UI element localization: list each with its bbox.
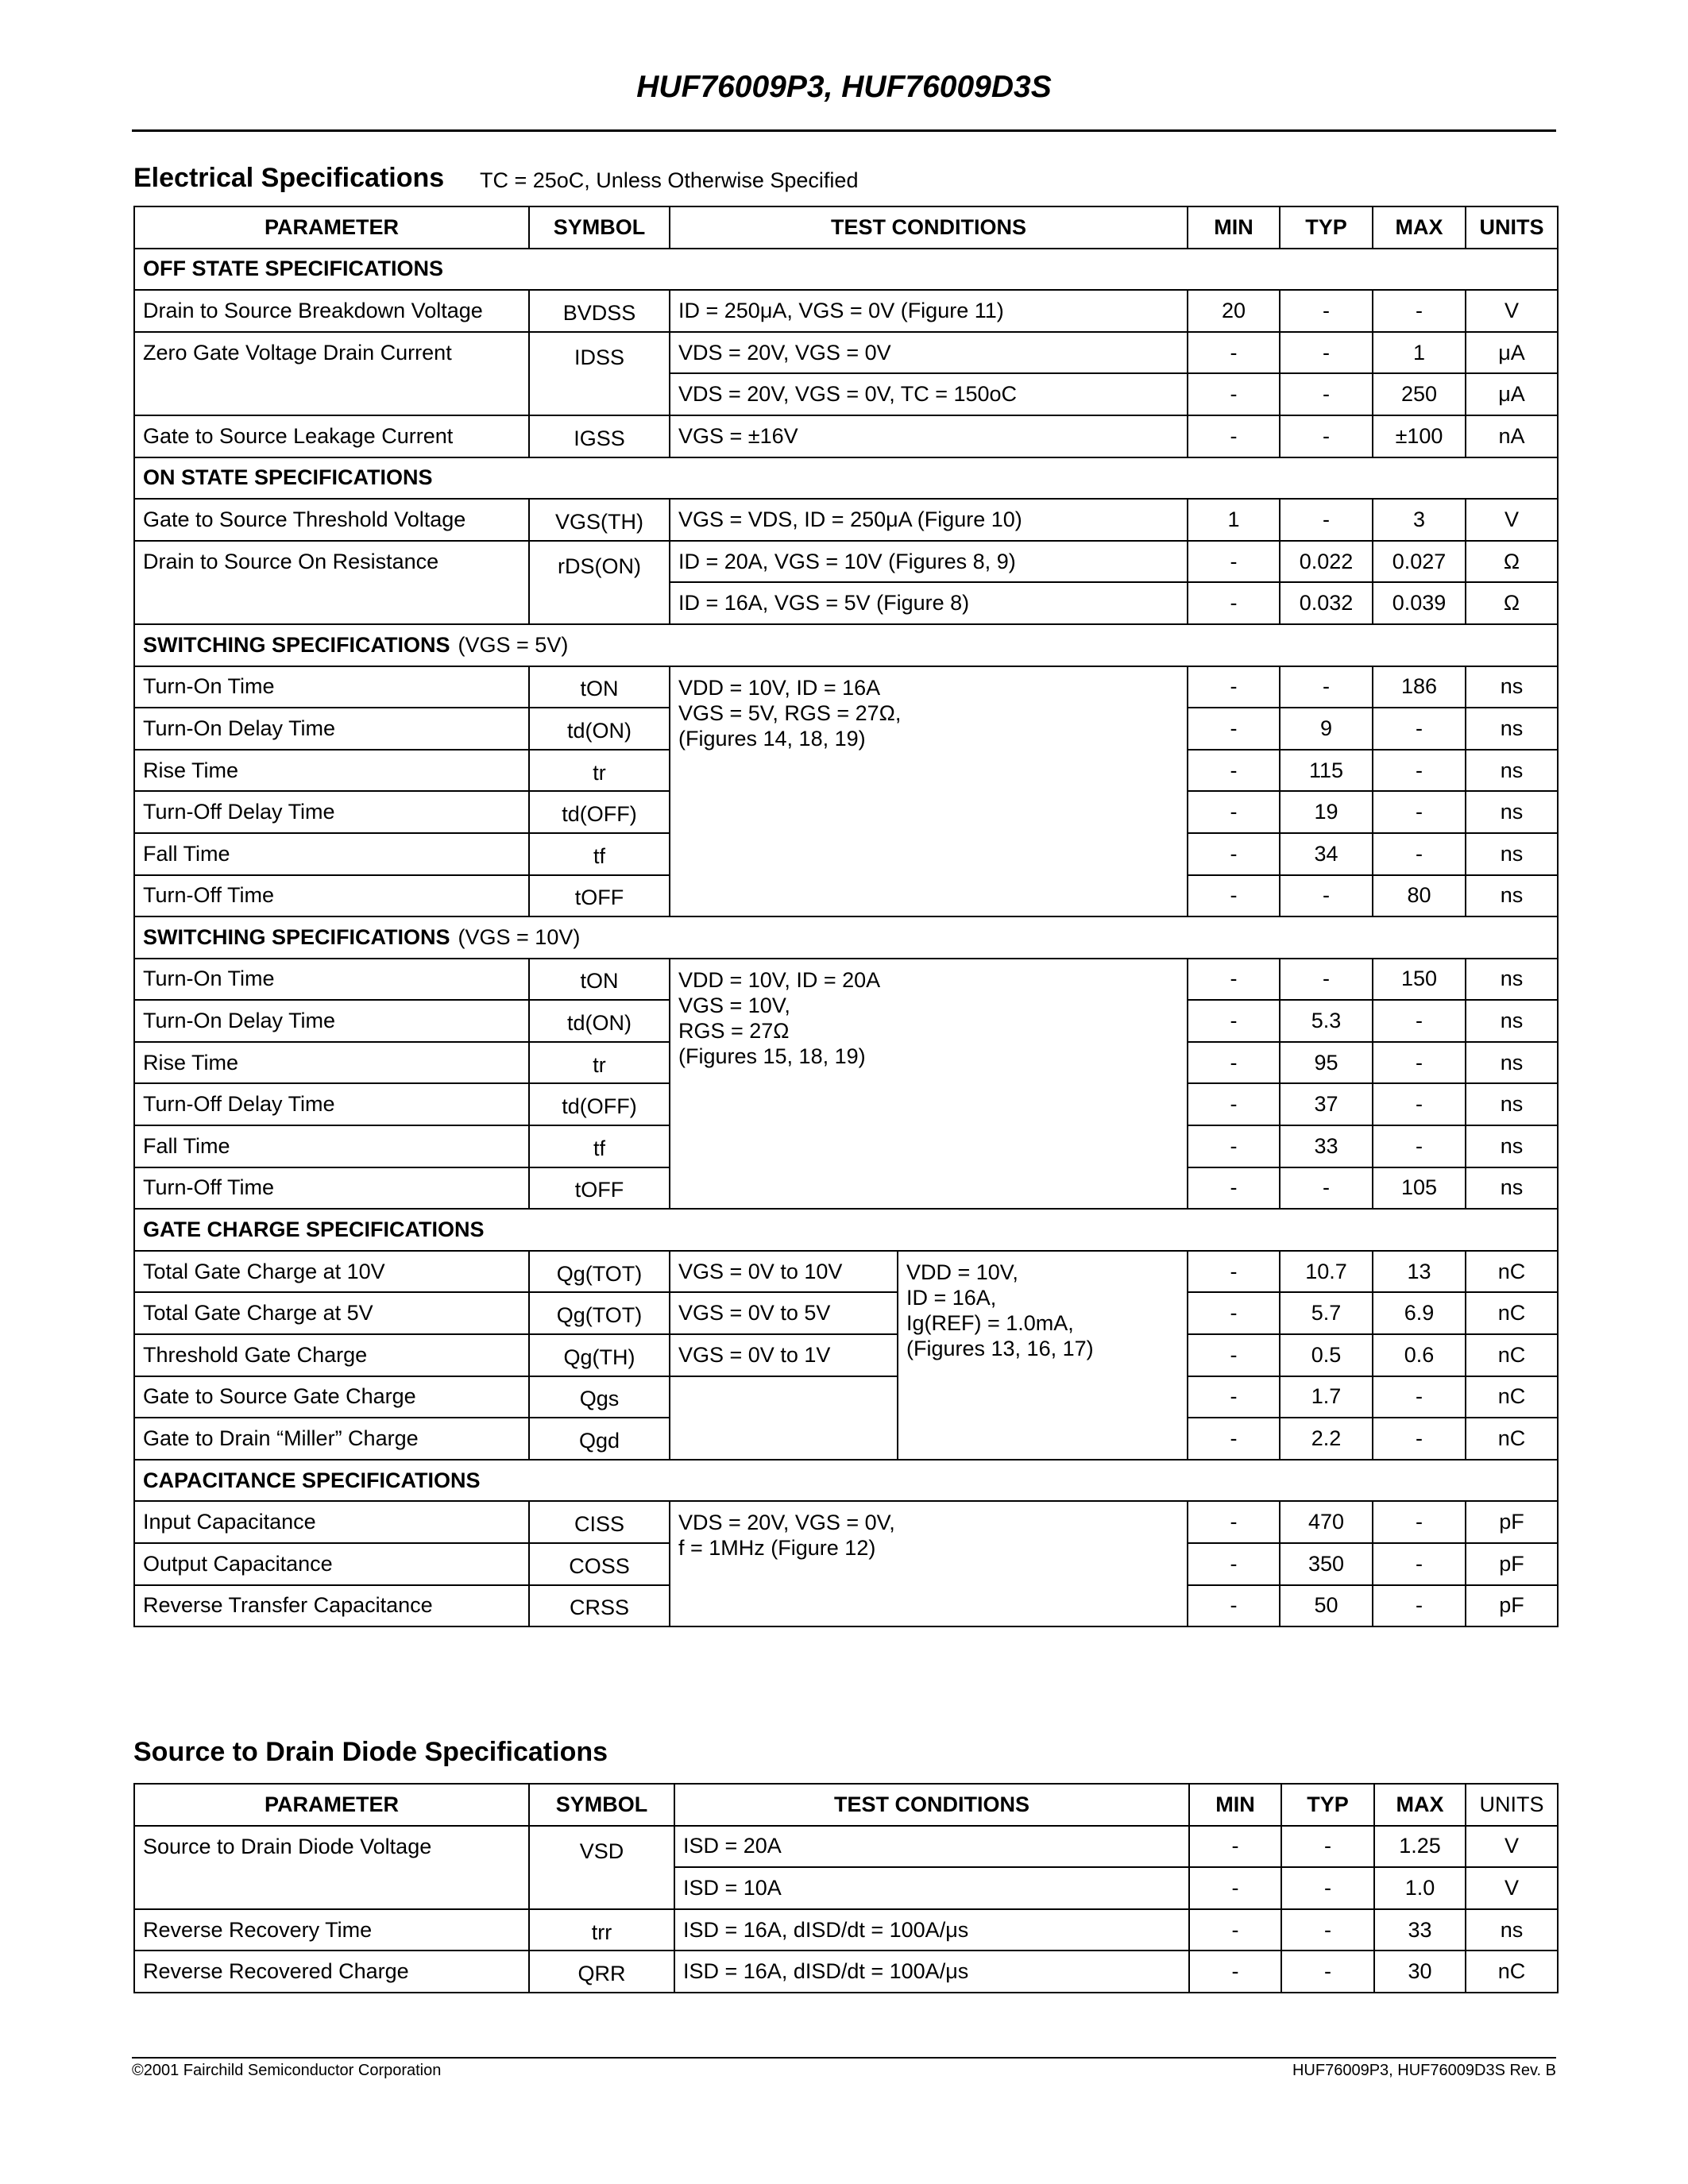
- condition-cell: ID = 20A, VGS = 10V (Figures 8, 9): [670, 541, 1188, 583]
- param-cell: Turn-Off Delay Time: [134, 1083, 529, 1125]
- units-cell: nC: [1466, 1251, 1558, 1293]
- typ-cell: 10.7: [1280, 1251, 1373, 1293]
- typ-cell: -: [1281, 1867, 1374, 1909]
- typ-cell: 9: [1280, 708, 1373, 750]
- min-cell: -: [1188, 1251, 1280, 1293]
- max-cell: ±100: [1373, 415, 1466, 457]
- table-row: [134, 541, 1558, 583]
- min-cell: -: [1188, 666, 1280, 708]
- condition-cell: VGS = ±16V: [670, 415, 1188, 457]
- min-cell: -: [1188, 415, 1280, 457]
- units-cell: nC: [1466, 1292, 1558, 1334]
- col-typ: TYP: [1281, 1784, 1374, 1826]
- symbol-cell: td(OFF): [529, 1083, 670, 1125]
- typ-cell: 33: [1280, 1125, 1373, 1167]
- param-cell: Drain to Source On Resistance: [134, 541, 529, 624]
- symbol-cell: tr: [529, 1042, 670, 1084]
- condition-cell-gate-charge-shared: VDD = 10V, ID = 16A, Ig(REF) = 1.0mA, (Figures 13, 16, 17): [898, 1251, 1188, 1460]
- typ-cell: -: [1281, 1951, 1374, 1993]
- symbol-cell: td(ON): [529, 708, 670, 750]
- min-cell: -: [1188, 1501, 1280, 1543]
- symbol-cell: Qg(TOT): [529, 1251, 670, 1293]
- symbol-cell: QRR: [529, 1951, 674, 1993]
- header-rule: [132, 129, 1556, 132]
- symbol-cell: rDS(ON): [529, 541, 670, 624]
- units-cell: ns: [1466, 791, 1558, 833]
- units-cell: V: [1466, 1867, 1558, 1909]
- condition-cell: ISD = 16A, dISD/dt = 100A/μs: [674, 1909, 1189, 1951]
- units-cell: V: [1466, 1826, 1558, 1868]
- param-cell: Fall Time: [134, 833, 529, 875]
- param-cell: Turn-Off Delay Time: [134, 791, 529, 833]
- max-cell: -: [1373, 1376, 1466, 1418]
- max-cell: 3: [1373, 499, 1466, 541]
- min-cell: -: [1189, 1909, 1281, 1951]
- param-cell: Turn-On Delay Time: [134, 708, 529, 750]
- table-header-row: [134, 1784, 1558, 1826]
- max-cell: -: [1373, 750, 1466, 792]
- min-cell: -: [1188, 1042, 1280, 1084]
- condition-cell: ISD = 20A: [674, 1826, 1189, 1868]
- symbol-cell: tOFF: [529, 875, 670, 917]
- min-cell: -: [1188, 1585, 1280, 1627]
- max-cell: 1.25: [1374, 1826, 1466, 1868]
- symbol-cell: tr: [529, 750, 670, 792]
- col-test-conditions: TEST CONDITIONS: [674, 1784, 1189, 1826]
- table-row: [134, 499, 1558, 541]
- max-cell: 105: [1373, 1167, 1466, 1210]
- param-cell: Turn-Off Time: [134, 875, 529, 917]
- typ-cell: -: [1281, 1826, 1374, 1868]
- symbol-cell: VGS(TH): [529, 499, 670, 541]
- table-row: [134, 1292, 1558, 1334]
- typ-cell: -: [1280, 1167, 1373, 1210]
- max-cell: -: [1373, 791, 1466, 833]
- condition-cell: ID = 250μA, VGS = 0V (Figure 11): [670, 290, 1188, 332]
- max-cell: 150: [1373, 959, 1466, 1001]
- typ-cell: 470: [1280, 1501, 1373, 1543]
- units-cell: ns: [1466, 1909, 1558, 1951]
- units-cell: μA: [1466, 373, 1558, 415]
- symbol-cell: tOFF: [529, 1167, 670, 1210]
- condition-cell: VDS = 20V, VGS = 0V, TC = 150oC: [670, 373, 1188, 415]
- typ-cell: 5.7: [1280, 1292, 1373, 1334]
- col-parameter: PARAMETER: [134, 206, 529, 249]
- param-cell: Turn-On Delay Time: [134, 1000, 529, 1042]
- param-cell: Gate to Source Leakage Current: [134, 415, 529, 457]
- units-cell: ns: [1466, 1000, 1558, 1042]
- diode-table: [133, 1783, 1559, 1993]
- table-row: [134, 1251, 1558, 1293]
- typ-cell: 0.5: [1280, 1334, 1373, 1376]
- typ-cell: 50: [1280, 1585, 1373, 1627]
- table-row: [134, 332, 1558, 374]
- footer-rule: [132, 2057, 1556, 2059]
- max-cell: 13: [1373, 1251, 1466, 1293]
- symbol-cell: Qg(TH): [529, 1334, 670, 1376]
- electrical-table: [133, 206, 1559, 1627]
- col-typ: TYP: [1280, 206, 1373, 249]
- category-switching-5v: SWITCHING SPECIFICATIONS (VGS = 5V): [134, 624, 1558, 666]
- min-cell: -: [1188, 1000, 1280, 1042]
- min-cell: -: [1188, 1083, 1280, 1125]
- min-cell: -: [1188, 791, 1280, 833]
- max-cell: 0.027: [1373, 541, 1466, 583]
- typ-cell: 95: [1280, 1042, 1373, 1084]
- units-cell: V: [1466, 499, 1558, 541]
- max-cell: -: [1373, 708, 1466, 750]
- units-cell: ns: [1466, 875, 1558, 917]
- col-max: MAX: [1374, 1784, 1466, 1826]
- min-cell: -: [1188, 1292, 1280, 1334]
- electrical-heading: Electrical Specifications: [133, 163, 445, 193]
- table-row: [134, 1501, 1558, 1543]
- param-cell: Rise Time: [134, 1042, 529, 1084]
- units-cell: ns: [1466, 1042, 1558, 1084]
- min-cell: -: [1188, 833, 1280, 875]
- typ-cell: 19: [1280, 791, 1373, 833]
- category-on-state: ON STATE SPECIFICATIONS: [134, 457, 1558, 500]
- param-cell: Reverse Recovered Charge: [134, 1951, 529, 1993]
- symbol-cell: Qg(TOT): [529, 1292, 670, 1334]
- units-cell: μA: [1466, 332, 1558, 374]
- param-cell: Turn-On Time: [134, 959, 529, 1001]
- units-cell: nA: [1466, 415, 1558, 457]
- units-cell: nC: [1466, 1951, 1558, 1993]
- typ-cell: 2.2: [1280, 1418, 1373, 1460]
- max-cell: -: [1373, 1125, 1466, 1167]
- typ-cell: -: [1280, 875, 1373, 917]
- units-cell: nC: [1466, 1376, 1558, 1418]
- min-cell: -: [1188, 708, 1280, 750]
- symbol-cell: td(OFF): [529, 791, 670, 833]
- typ-cell: 0.032: [1280, 582, 1373, 624]
- table-row: [134, 290, 1558, 332]
- condition-cell: VGS = 0V to 10V: [670, 1251, 898, 1293]
- param-cell: Rise Time: [134, 750, 529, 792]
- max-cell: -: [1373, 1543, 1466, 1585]
- col-max: MAX: [1373, 206, 1466, 249]
- max-cell: 1: [1373, 332, 1466, 374]
- param-cell: Total Gate Charge at 5V: [134, 1292, 529, 1334]
- col-symbol: SYMBOL: [529, 1784, 674, 1826]
- typ-cell: 5.3: [1280, 1000, 1373, 1042]
- table-header-row: [134, 206, 1558, 249]
- min-cell: -: [1188, 332, 1280, 374]
- param-cell: Input Capacitance: [134, 1501, 529, 1543]
- diode-heading: Source to Drain Diode Specifications: [133, 1737, 608, 1767]
- table-row: [134, 415, 1558, 457]
- param-cell: Reverse Recovery Time: [134, 1909, 529, 1951]
- table-row: [134, 1376, 1558, 1418]
- units-cell: pF: [1466, 1585, 1558, 1627]
- max-cell: 250: [1373, 373, 1466, 415]
- symbol-cell: Qgs: [529, 1376, 670, 1418]
- typ-cell: 350: [1280, 1543, 1373, 1585]
- table-row: [134, 1909, 1558, 1951]
- param-cell: Total Gate Charge at 10V: [134, 1251, 529, 1293]
- param-cell: Fall Time: [134, 1125, 529, 1167]
- symbol-cell: IDSS: [529, 332, 670, 415]
- col-parameter: PARAMETER: [134, 1784, 529, 1826]
- symbol-cell: Qgd: [529, 1418, 670, 1460]
- condition-cell: VGS = 0V to 5V: [670, 1292, 898, 1334]
- units-cell: ns: [1466, 1125, 1558, 1167]
- min-cell: -: [1188, 1334, 1280, 1376]
- symbol-cell: CISS: [529, 1501, 670, 1543]
- col-symbol: SYMBOL: [529, 206, 670, 249]
- min-cell: -: [1189, 1867, 1281, 1909]
- param-cell: Turn-Off Time: [134, 1167, 529, 1210]
- units-cell: Ω: [1466, 541, 1558, 583]
- typ-cell: -: [1280, 666, 1373, 708]
- condition-cell-capacitance: VDS = 20V, VGS = 0V, f = 1MHz (Figure 12): [670, 1501, 1188, 1626]
- typ-cell: -: [1281, 1909, 1374, 1951]
- param-cell: Gate to Source Gate Charge: [134, 1376, 529, 1418]
- typ-cell: 34: [1280, 833, 1373, 875]
- category-gate-charge: GATE CHARGE SPECIFICATIONS: [134, 1209, 1558, 1251]
- units-cell: Ω: [1466, 582, 1558, 624]
- min-cell: -: [1189, 1951, 1281, 1993]
- max-cell: 33: [1374, 1909, 1466, 1951]
- typ-cell: -: [1280, 332, 1373, 374]
- param-cell: Zero Gate Voltage Drain Current: [134, 332, 529, 415]
- param-cell: Gate to Drain “Miller” Charge: [134, 1418, 529, 1460]
- max-cell: 80: [1373, 875, 1466, 917]
- typ-cell: -: [1280, 959, 1373, 1001]
- footer-copyright: ©2001 Fairchild Semiconductor Corporation: [132, 2062, 442, 2079]
- max-cell: -: [1373, 1042, 1466, 1084]
- min-cell: -: [1189, 1826, 1281, 1868]
- units-cell: V: [1466, 290, 1558, 332]
- condition-cell-switching-10v: VDD = 10V, ID = 20A VGS = 10V, RGS = 27Ω (Figures 15, 18, 19): [670, 959, 1188, 1210]
- condition-cell: ID = 16A, VGS = 5V (Figure 8): [670, 582, 1188, 624]
- col-units: UNITS: [1466, 1784, 1558, 1826]
- param-cell: Reverse Transfer Capacitance: [134, 1585, 529, 1627]
- condition-cell-empty: [670, 1376, 898, 1460]
- min-cell: 20: [1188, 290, 1280, 332]
- units-cell: ns: [1466, 1167, 1558, 1210]
- min-cell: -: [1188, 582, 1280, 624]
- max-cell: -: [1373, 290, 1466, 332]
- units-cell: nC: [1466, 1334, 1558, 1376]
- units-cell: ns: [1466, 666, 1558, 708]
- col-test-conditions: TEST CONDITIONS: [670, 206, 1188, 249]
- symbol-cell: td(ON): [529, 1000, 670, 1042]
- units-cell: ns: [1466, 708, 1558, 750]
- units-cell: nC: [1466, 1418, 1558, 1460]
- electrical-conditions: TC = 25oC, Unless Otherwise Specified: [480, 168, 859, 192]
- param-cell: Gate to Source Threshold Voltage: [134, 499, 529, 541]
- symbol-cell: CRSS: [529, 1585, 670, 1627]
- col-min: MIN: [1188, 206, 1280, 249]
- symbol-cell: COSS: [529, 1543, 670, 1585]
- min-cell: -: [1188, 541, 1280, 583]
- page-title: HUF76009P3, HUF76009D3S: [636, 70, 1052, 104]
- max-cell: -: [1373, 1083, 1466, 1125]
- footer-revision: HUF76009P3, HUF76009D3S Rev. B: [1292, 2062, 1556, 2079]
- max-cell: -: [1373, 1501, 1466, 1543]
- min-cell: -: [1188, 1125, 1280, 1167]
- condition-cell-switching-5v: VDD = 10V, ID = 16A VGS = 5V, RGS = 27Ω, (Figures 14, 18, 19): [670, 666, 1188, 917]
- min-cell: -: [1188, 1543, 1280, 1585]
- table-row: [134, 959, 1558, 1001]
- max-cell: -: [1373, 1585, 1466, 1627]
- table-row: [134, 666, 1558, 708]
- param-cell: Turn-On Time: [134, 666, 529, 708]
- min-cell: 1: [1188, 499, 1280, 541]
- param-cell: Drain to Source Breakdown Voltage: [134, 290, 529, 332]
- min-cell: -: [1188, 1376, 1280, 1418]
- min-cell: -: [1188, 875, 1280, 917]
- min-cell: -: [1188, 959, 1280, 1001]
- symbol-cell: tf: [529, 1125, 670, 1167]
- category-switching-10v: SWITCHING SPECIFICATIONS (VGS = 10V): [134, 916, 1558, 959]
- col-units: UNITS: [1466, 206, 1558, 249]
- symbol-cell: BVDSS: [529, 290, 670, 332]
- max-cell: -: [1373, 1000, 1466, 1042]
- condition-cell: ISD = 10A: [674, 1867, 1189, 1909]
- typ-cell: -: [1280, 290, 1373, 332]
- max-cell: 186: [1373, 666, 1466, 708]
- param-cell: Source to Drain Diode Voltage: [134, 1826, 529, 1909]
- max-cell: 6.9: [1373, 1292, 1466, 1334]
- typ-cell: 1.7: [1280, 1376, 1373, 1418]
- symbol-cell: tON: [529, 666, 670, 708]
- min-cell: -: [1188, 750, 1280, 792]
- typ-cell: 0.022: [1280, 541, 1373, 583]
- units-cell: ns: [1466, 1083, 1558, 1125]
- symbol-cell: tf: [529, 833, 670, 875]
- typ-cell: -: [1280, 415, 1373, 457]
- table-row: [134, 1951, 1558, 1993]
- max-cell: 0.6: [1373, 1334, 1466, 1376]
- units-cell: pF: [1466, 1501, 1558, 1543]
- condition-cell: VDS = 20V, VGS = 0V: [670, 332, 1188, 374]
- category-off-state: OFF STATE SPECIFICATIONS: [134, 249, 1558, 291]
- max-cell: 30: [1374, 1951, 1466, 1993]
- max-cell: -: [1373, 1418, 1466, 1460]
- table-row: [134, 1334, 1558, 1376]
- condition-cell: VGS = VDS, ID = 250μA (Figure 10): [670, 499, 1188, 541]
- units-cell: ns: [1466, 959, 1558, 1001]
- condition-cell: VGS = 0V to 1V: [670, 1334, 898, 1376]
- max-cell: -: [1373, 833, 1466, 875]
- col-min: MIN: [1189, 1784, 1281, 1826]
- min-cell: -: [1188, 1418, 1280, 1460]
- typ-cell: -: [1280, 499, 1373, 541]
- category-capacitance: CAPACITANCE SPECIFICATIONS: [134, 1460, 1558, 1502]
- symbol-cell: trr: [529, 1909, 674, 1951]
- min-cell: -: [1188, 1167, 1280, 1210]
- condition-cell: ISD = 16A, dISD/dt = 100A/μs: [674, 1951, 1189, 1993]
- max-cell: 1.0: [1374, 1867, 1466, 1909]
- symbol-cell: tON: [529, 959, 670, 1001]
- param-cell: Threshold Gate Charge: [134, 1334, 529, 1376]
- symbol-cell: IGSS: [529, 415, 670, 457]
- typ-cell: 115: [1280, 750, 1373, 792]
- max-cell: 0.039: [1373, 582, 1466, 624]
- min-cell: -: [1188, 373, 1280, 415]
- typ-cell: 37: [1280, 1083, 1373, 1125]
- typ-cell: -: [1280, 373, 1373, 415]
- symbol-cell: VSD: [529, 1826, 674, 1909]
- param-cell: Output Capacitance: [134, 1543, 529, 1585]
- units-cell: ns: [1466, 750, 1558, 792]
- table-row: [134, 1826, 1558, 1868]
- units-cell: ns: [1466, 833, 1558, 875]
- units-cell: pF: [1466, 1543, 1558, 1585]
